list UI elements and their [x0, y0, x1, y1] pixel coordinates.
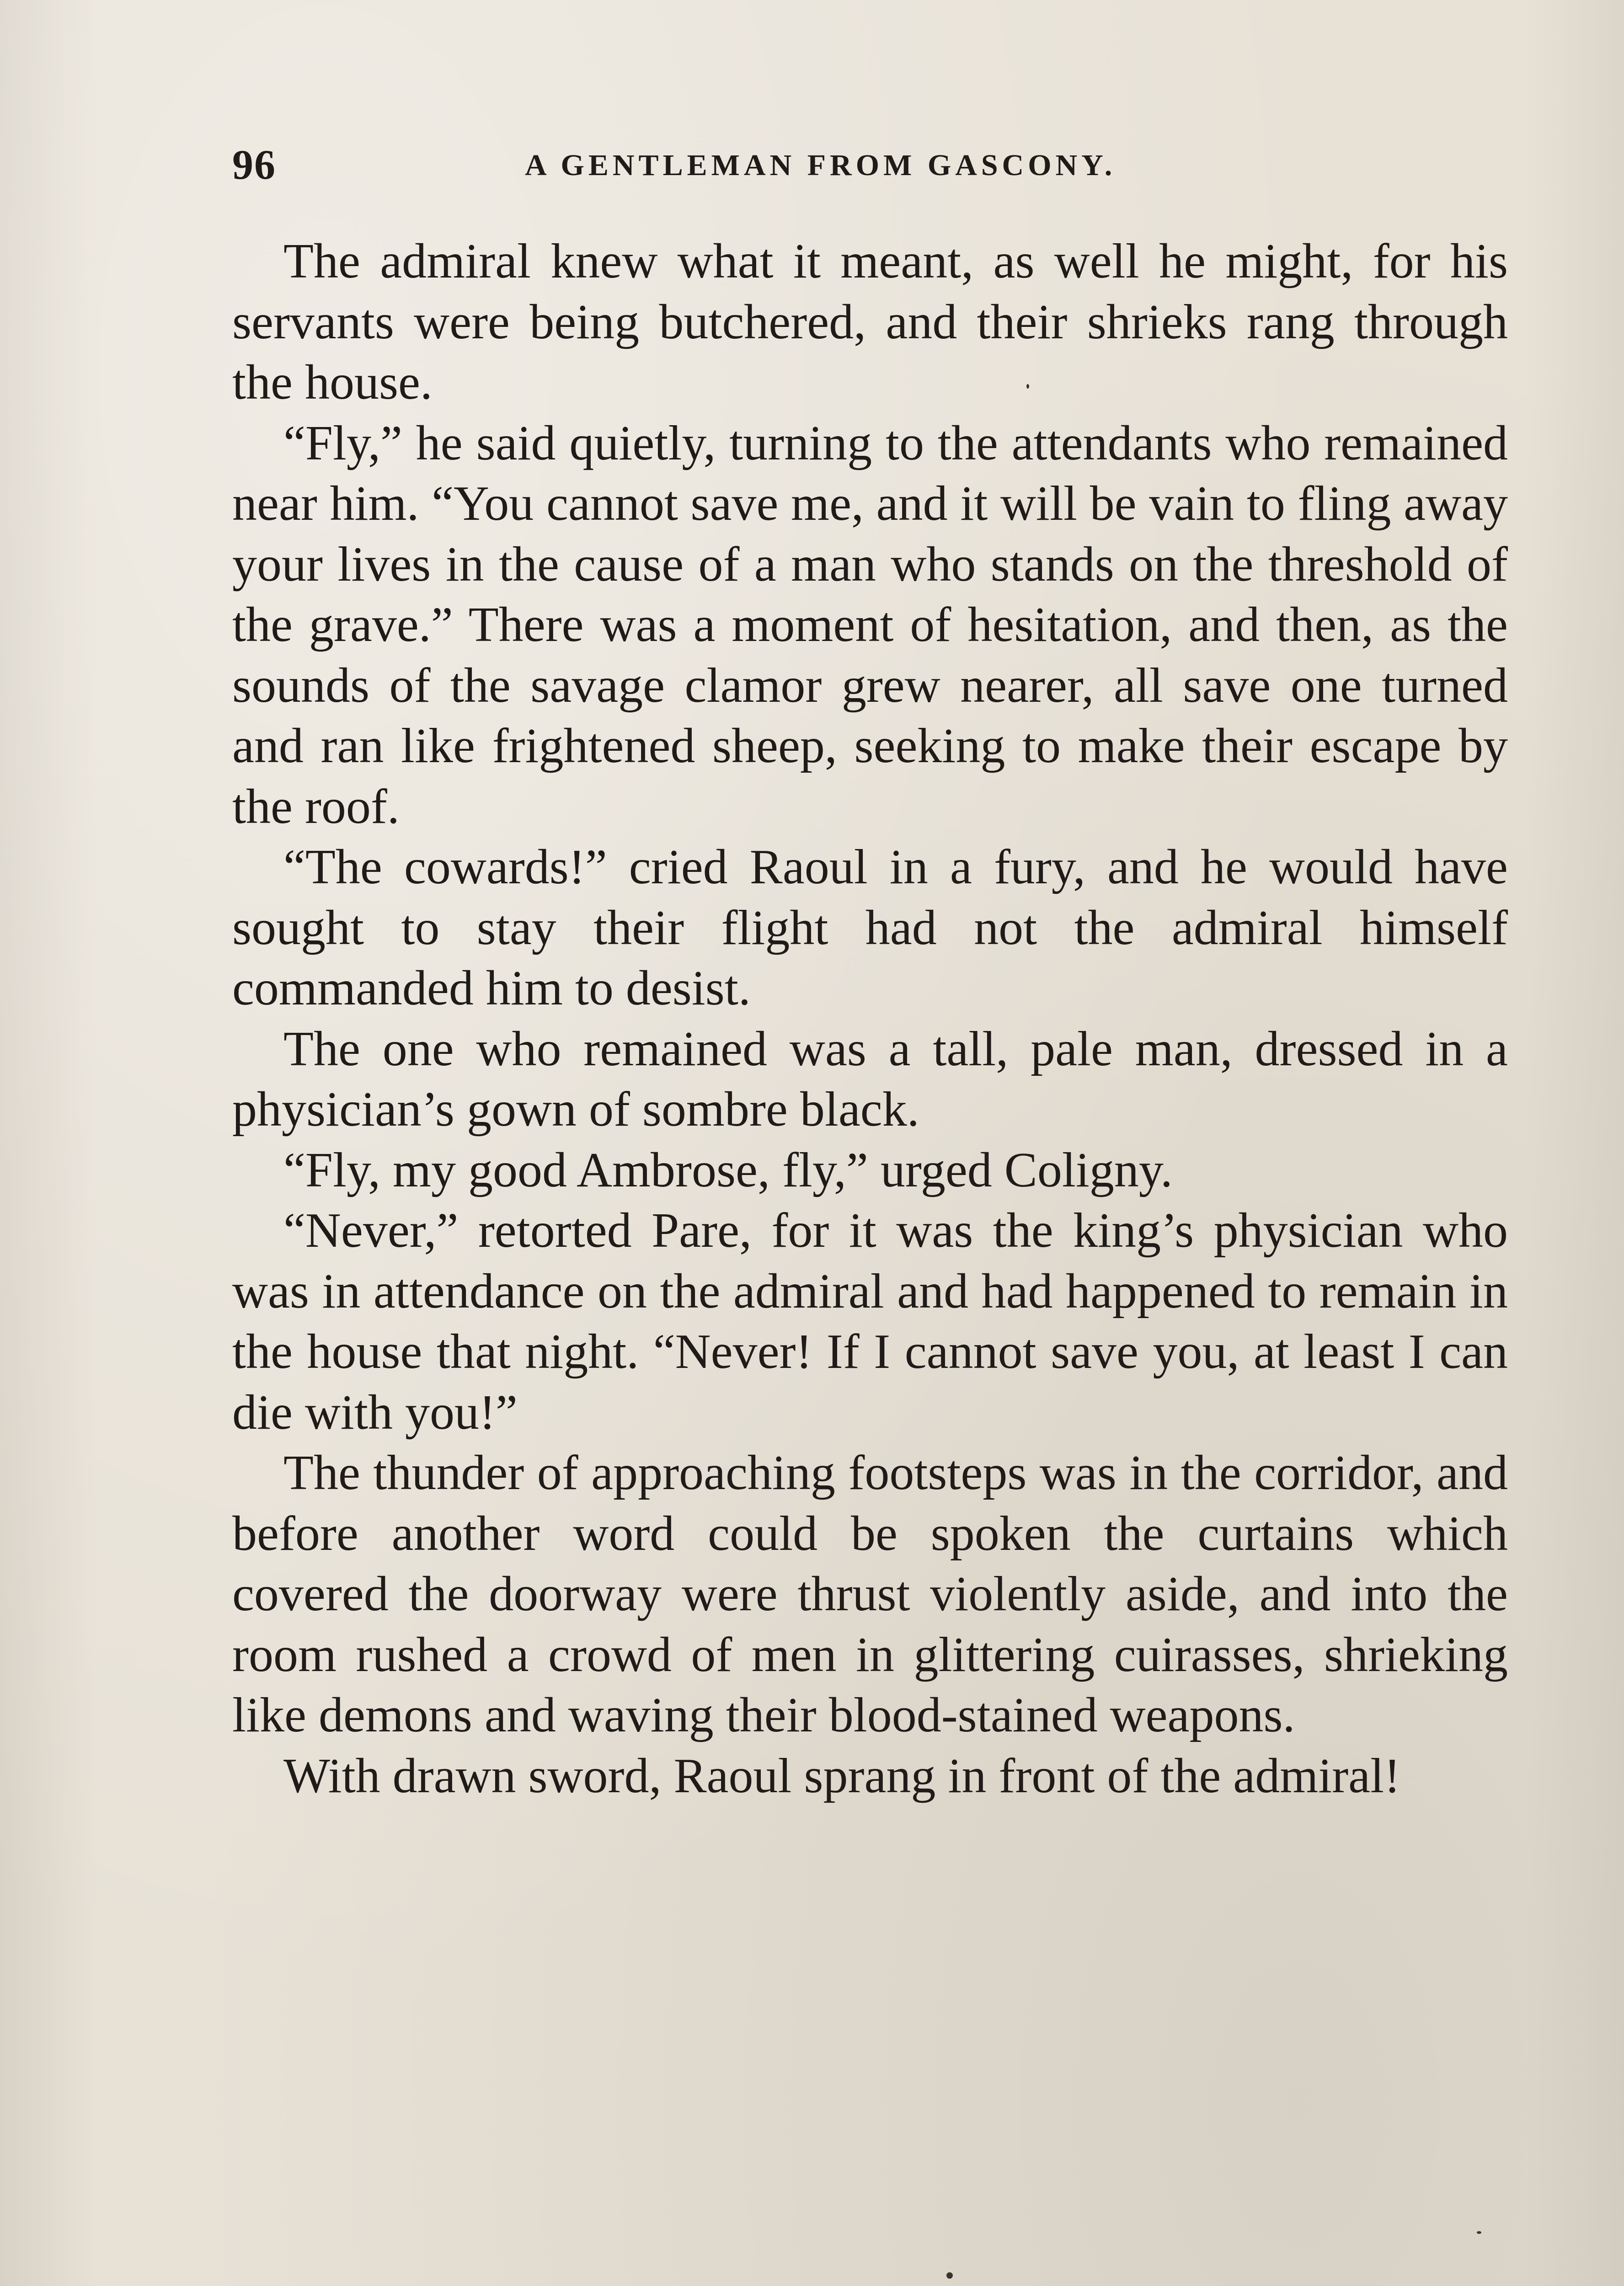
body-text — [232, 231, 1508, 1806]
paragraph: With drawn sword, Raoul sprang in front of the admiral! — [283, 1748, 1401, 1803]
paragraph: “Never,” retorted Pare, for it was the king’s physician who was in attendance on the admiral and had happened to remain in the house that night. “Never! If I cannot save you, at least I can die with you!” — [232, 1203, 1508, 1440]
paragraph: The one who remained was a tall, pale man, dressed in a physician’s gown of sombre black. — [232, 1021, 1508, 1137]
paper-speck — [946, 2272, 953, 2279]
paragraph: The thunder of approaching footsteps was in the corridor, and before another word could be spoken the curtains which covered the doorway were thrust violently aside, and into the room rushed a crowd of men in glittering cuirasses, shrieking like demons and waving their blood-stained weapons. — [232, 1446, 1508, 1742]
paragraph: “Fly, my good Ambrose, fly,” urged Coligny. — [283, 1143, 1173, 1197]
paragraph: “The cowards!” cried Raoul in a fury, and he would have sought to stay their flight had not the admiral himself commanded him to desist. — [232, 840, 1508, 1015]
page-number: 96 — [232, 141, 276, 188]
running-title: A GENTLEMAN FROM GASCONY. — [525, 149, 1116, 182]
paragraph: The admiral knew what it meant, as well he might, for his servants were being butchered, and their shrieks rang through the house. — [232, 234, 1508, 410]
paper-speck — [1477, 2231, 1481, 2234]
running-head — [232, 137, 1508, 192]
paper-speck — [1026, 384, 1029, 389]
paragraph: “Fly,” he said quietly, turning to the attendants who remained near him. “You cannot save me, and it will be vain to fling away your lives in the cause of a man who stands on the threshold of the grave.” There was a moment of hesitation, and then, as the sounds of the savage clamor grew nearer, all save one turned and ran like frightened sheep, seeking to make their escape by the roof. — [232, 416, 1508, 834]
